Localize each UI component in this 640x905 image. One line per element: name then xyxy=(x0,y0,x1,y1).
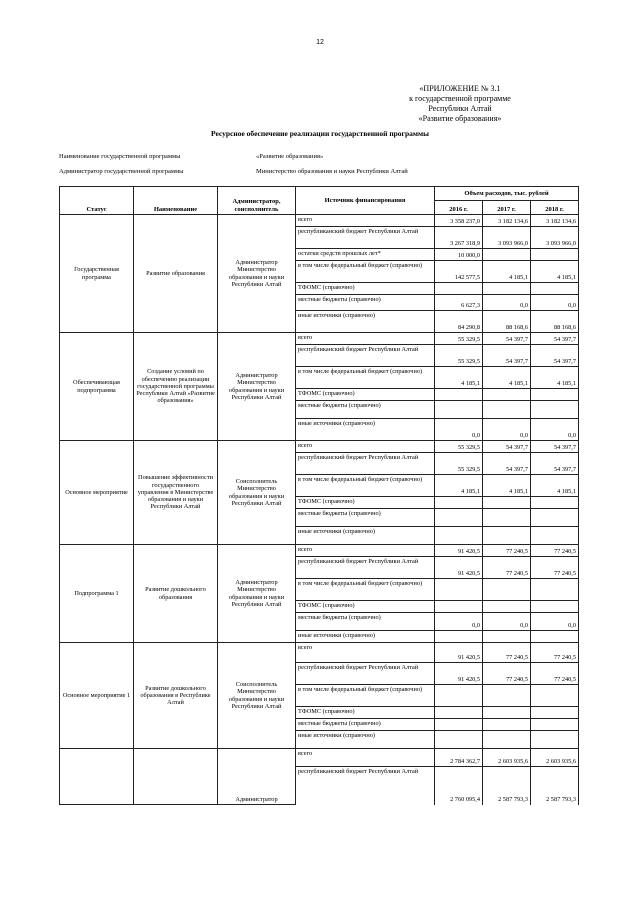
value-2017: 54 397,7 xyxy=(483,345,531,367)
value-2017 xyxy=(483,707,531,719)
name-cell: Повышение эффективности государственного управления в Министерстве образования и науки Республики Алтай xyxy=(134,441,218,545)
table-row xyxy=(60,545,579,557)
value-2017: 77 240,5 xyxy=(483,643,531,663)
header-name: Наименование xyxy=(134,187,218,215)
name-cell: Создание условий по обеспечению реализации государственной программы Республики Алтай «Развитие образования» xyxy=(134,333,218,441)
value-2017: 4 185,1 xyxy=(483,475,531,497)
value-2016: 55 329,5 xyxy=(435,333,483,345)
appendix-line-3: Республики Алтай xyxy=(428,104,492,113)
value-2016: 2 784 362,7 xyxy=(435,749,483,767)
value-2016 xyxy=(435,389,483,401)
value-2016 xyxy=(435,579,483,601)
value-2018 xyxy=(531,401,579,419)
value-2017 xyxy=(483,719,531,731)
value-2017: 88 168,6 xyxy=(483,311,531,333)
value-2018 xyxy=(531,707,579,719)
value-2018 xyxy=(531,631,579,643)
value-2016: 55 329,5 xyxy=(435,453,483,475)
value-2018: 0,0 xyxy=(531,613,579,631)
value-2016: 6 627,3 xyxy=(435,295,483,311)
value-2018: 54 397,7 xyxy=(531,345,579,367)
source-cell: республиканский бюджет Республики Алтай xyxy=(296,557,435,579)
value-2016 xyxy=(435,685,483,707)
value-2016: 4 185,1 xyxy=(435,475,483,497)
value-2018 xyxy=(531,497,579,509)
value-2017 xyxy=(483,685,531,707)
source-cell: в том числе федеральный бюджет (справочно) xyxy=(296,367,435,389)
table-row xyxy=(60,643,579,663)
value-2018: 0,0 xyxy=(531,295,579,311)
source-cell: иные источники (справочно) xyxy=(296,731,435,749)
value-2018 xyxy=(531,509,579,527)
value-2016 xyxy=(435,601,483,613)
status-cell xyxy=(60,749,134,805)
program-admin-value: Министерство образования и науки Республики Алтай xyxy=(256,168,408,175)
value-2018: 77 240,5 xyxy=(531,663,579,685)
value-2018: 54 397,7 xyxy=(531,441,579,453)
admin-cell: Администратор Министерство образования и науки Республики Алтай xyxy=(218,545,296,643)
resource-table xyxy=(59,186,579,805)
source-cell: местные бюджеты (справочно) xyxy=(296,401,435,419)
source-cell: ТФОМС (справочно) xyxy=(296,707,435,719)
value-2018 xyxy=(531,389,579,401)
value-2016: 84 290,8 xyxy=(435,311,483,333)
source-cell: в том числе федеральный бюджет (справочно) xyxy=(296,475,435,497)
source-cell: республиканский бюджет Республики Алтай xyxy=(296,663,435,685)
source-cell: иные источники (справочно) xyxy=(296,419,435,441)
source-cell: всего xyxy=(296,545,435,557)
table-row xyxy=(60,441,579,453)
program-name-value: «Развитие образования» xyxy=(256,153,324,160)
status-cell: Обеспечивающая подпрограмма xyxy=(60,333,134,441)
source-cell: всего xyxy=(296,215,435,227)
appendix-line-4: «Развитие образования» xyxy=(418,114,502,123)
value-2017: 0,0 xyxy=(483,295,531,311)
value-2016: 91 420,5 xyxy=(435,643,483,663)
value-2016 xyxy=(435,401,483,419)
source-cell: иные источники (справочно) xyxy=(296,631,435,643)
value-2018: 77 240,5 xyxy=(531,545,579,557)
value-2017 xyxy=(483,389,531,401)
value-2017 xyxy=(483,631,531,643)
source-cell: остатки средств прошлых лет* xyxy=(296,249,435,261)
source-cell: ТФОМС (справочно) xyxy=(296,497,435,509)
source-cell: республиканский бюджет Республики Алтай xyxy=(296,227,435,249)
value-2016 xyxy=(435,707,483,719)
header-admin: Администратор, соисполнитель xyxy=(218,187,296,215)
source-cell: местные бюджеты (справочно) xyxy=(296,719,435,731)
value-2016: 142 577,5 xyxy=(435,261,483,283)
value-2017: 77 240,5 xyxy=(483,663,531,685)
value-2016: 4 185,1 xyxy=(435,367,483,389)
value-2017: 0,0 xyxy=(483,419,531,441)
value-2018 xyxy=(531,685,579,707)
admin-cell: Соисполнитель Министерство образования и науки Республики Алтай xyxy=(218,643,296,749)
value-2017 xyxy=(483,731,531,749)
value-2017 xyxy=(483,497,531,509)
header-volume: Объем расходов, тыс. рублей xyxy=(435,187,579,201)
value-2017: 4 185,1 xyxy=(483,261,531,283)
appendix-line-1: «ПРИЛОЖЕНИЕ № 3.1 xyxy=(419,84,501,93)
source-cell: иные источники (справочно) xyxy=(296,527,435,545)
value-2017: 4 185,1 xyxy=(483,367,531,389)
source-cell: республиканский бюджет Республики Алтай xyxy=(296,767,435,805)
source-cell: ТФОМС (справочно) xyxy=(296,389,435,401)
value-2018: 88 168,6 xyxy=(531,311,579,333)
source-cell: ТФОМС (справочно) xyxy=(296,283,435,295)
value-2018: 54 397,7 xyxy=(531,453,579,475)
value-2018: 4 185,1 xyxy=(531,475,579,497)
value-2018: 4 185,1 xyxy=(531,261,579,283)
value-2017: 3 182 134,6 xyxy=(483,215,531,227)
value-2018: 4 185,1 xyxy=(531,367,579,389)
name-cell xyxy=(134,749,218,805)
program-admin-label: Администратор государственной программы xyxy=(59,168,184,175)
value-2017: 2 603 935,6 xyxy=(483,749,531,767)
table-row xyxy=(60,749,579,767)
value-2017 xyxy=(483,601,531,613)
name-cell: Развитие дошкольного образования xyxy=(134,545,218,643)
value-2017: 54 397,7 xyxy=(483,333,531,345)
value-2017: 77 240,5 xyxy=(483,545,531,557)
value-2017 xyxy=(483,509,531,527)
value-2016 xyxy=(435,509,483,527)
source-cell: всего xyxy=(296,749,435,767)
value-2016: 10 000,0 xyxy=(435,249,483,261)
value-2017: 2 587 793,3 xyxy=(483,767,531,805)
status-cell: Основное мероприятие xyxy=(60,441,134,545)
document-title: Ресурсное обеспечение реализации государственной программы xyxy=(211,129,429,138)
source-cell: республиканский бюджет Республики Алтай xyxy=(296,453,435,475)
value-2018: 0,0 xyxy=(531,419,579,441)
table-row xyxy=(60,333,579,345)
table-header xyxy=(60,187,579,215)
admin-cell: Администратор xyxy=(218,749,296,805)
value-2016: 91 420,5 xyxy=(435,663,483,685)
admin-cell: Администратор Министерство образования и науки Республики Алтай xyxy=(218,333,296,441)
value-2016: 0,0 xyxy=(435,613,483,631)
source-cell: в том числе федеральный бюджет (справочно) xyxy=(296,685,435,707)
value-2016: 0,0 xyxy=(435,419,483,441)
value-2016: 55 329,5 xyxy=(435,345,483,367)
value-2018 xyxy=(531,283,579,295)
value-2017 xyxy=(483,579,531,601)
source-cell: местные бюджеты (справочно) xyxy=(296,509,435,527)
source-cell: всего xyxy=(296,333,435,345)
header-year-2017: 2017 г. xyxy=(483,201,531,215)
source-cell: в том числе федеральный бюджет (справочно) xyxy=(296,261,435,283)
page-number: 12 xyxy=(316,39,324,46)
header-status: Статус xyxy=(60,187,134,215)
value-2018 xyxy=(531,601,579,613)
value-2017 xyxy=(483,401,531,419)
table-body xyxy=(60,215,579,805)
name-cell: Развитие образования xyxy=(134,215,218,333)
appendix-line-2: к государственной программе xyxy=(409,94,511,103)
status-cell: Подпрограмма 1 xyxy=(60,545,134,643)
value-2017: 77 240,5 xyxy=(483,557,531,579)
source-cell: местные бюджеты (справочно) xyxy=(296,295,435,311)
value-2016: 91 420,5 xyxy=(435,545,483,557)
value-2018 xyxy=(531,579,579,601)
value-2018 xyxy=(531,731,579,749)
admin-cell: Администратор Министерство образования и науки Республики Алтай xyxy=(218,215,296,333)
value-2018: 77 240,5 xyxy=(531,643,579,663)
header-year-2018: 2018 г. xyxy=(531,201,579,215)
source-cell: местные бюджеты (справочно) xyxy=(296,613,435,631)
value-2018 xyxy=(531,249,579,261)
value-2017 xyxy=(483,283,531,295)
value-2016 xyxy=(435,631,483,643)
admin-cell: Соисполнитель Министерство образования и науки Республики Алтай xyxy=(218,441,296,545)
name-cell: Развитие дошкольного образования в Республике Алтай xyxy=(134,643,218,749)
value-2018: 2 603 935,6 xyxy=(531,749,579,767)
value-2018: 2 587 793,3 xyxy=(531,767,579,805)
value-2017: 3 093 966,0 xyxy=(483,227,531,249)
value-2017 xyxy=(483,527,531,545)
value-2016 xyxy=(435,731,483,749)
appendix-note xyxy=(396,84,524,124)
value-2016: 3 267 318,9 xyxy=(435,227,483,249)
table-row xyxy=(60,215,579,227)
value-2018 xyxy=(531,527,579,545)
program-name-label: Наименование государственной программы xyxy=(59,153,181,160)
value-2018: 54 397,7 xyxy=(531,333,579,345)
value-2018: 3 093 966,0 xyxy=(531,227,579,249)
value-2016 xyxy=(435,719,483,731)
source-cell: всего xyxy=(296,643,435,663)
header-source: Источник финансирования xyxy=(296,187,435,215)
source-cell: ТФОМС (справочно) xyxy=(296,601,435,613)
value-2018: 77 240,5 xyxy=(531,557,579,579)
value-2016: 2 760 095,4 xyxy=(435,767,483,805)
source-cell: всего xyxy=(296,441,435,453)
value-2017: 0,0 xyxy=(483,613,531,631)
status-cell: Государственная программа xyxy=(60,215,134,333)
value-2016: 3 358 237,0 xyxy=(435,215,483,227)
value-2016 xyxy=(435,527,483,545)
header-year-2016: 2016 г. xyxy=(435,201,483,215)
source-cell: в том числе федеральный бюджет (справочно) xyxy=(296,579,435,601)
value-2016 xyxy=(435,497,483,509)
value-2018: 3 182 134,6 xyxy=(531,215,579,227)
source-cell: республиканский бюджет Республики Алтай xyxy=(296,345,435,367)
source-cell: иные источники (справочно) xyxy=(296,311,435,333)
value-2018 xyxy=(531,719,579,731)
value-2017: 54 397,7 xyxy=(483,453,531,475)
value-2016 xyxy=(435,283,483,295)
value-2016: 55 329,5 xyxy=(435,441,483,453)
value-2017 xyxy=(483,249,531,261)
status-cell: Основное мероприятие 1 xyxy=(60,643,134,749)
value-2016: 91 420,5 xyxy=(435,557,483,579)
value-2017: 54 397,7 xyxy=(483,441,531,453)
